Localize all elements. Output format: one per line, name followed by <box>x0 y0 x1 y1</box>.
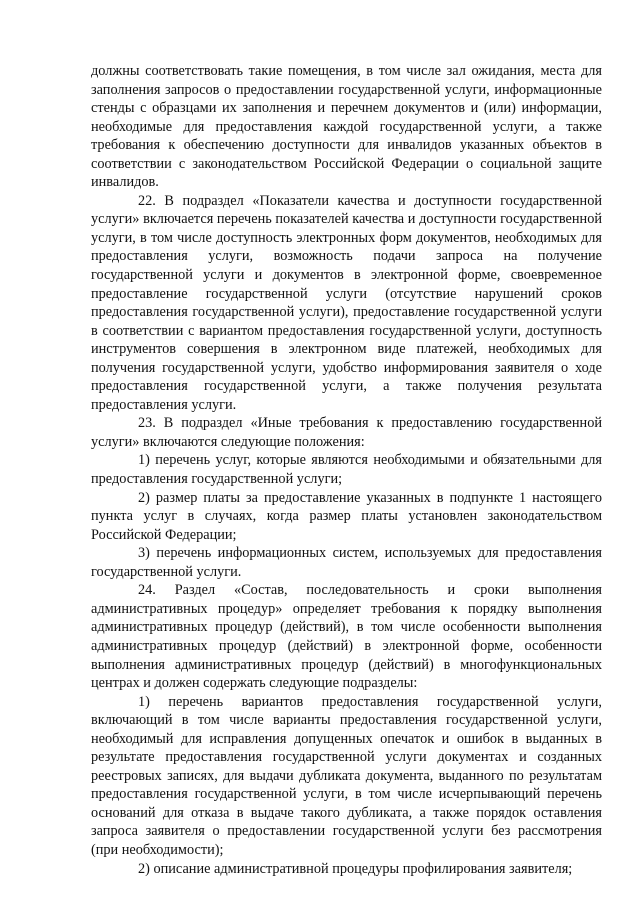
document-body <box>91 62 602 878</box>
paragraph-24-item-1: 1) перечень вариантов предоставления государственной услуги, включающий в том числе варианты предоставления государственной услуги, необходимый для исправления допущенных опечаток и ошибок в выданных в результате предоставления государственной услуги документах и созданных реестровых записях, для выдачи дубликата документа, выданного по результатам предоставления государственной услуги, в том числе исчерпывающий перечень оснований для отказа в выдаче такого дубликата, а также порядок оставления запроса заявителя о предоставлении государственной услуги без рассмотрения (при необходимости); <box>91 693 602 858</box>
paragraph-22: 22. В подраздел «Показатели качества и доступности государственной услуги» включается перечень показателей качества и доступности государственной услуги, в том числе доступность электронных форм документов, необходимых для предоставления услуги, возможность подачи запроса на получение государственной услуги и документов в электронной форме, своевременное предоставление государственной услуги (отсутствие нарушений сроков предоставления государственной услуги), предоставление государственной услуги в соответствии с вариантом предоставления государственной услуги, доступность инструментов совершения в электронном виде платежей, необходимых для получения государственной услуги, удобство информирования заявителя о ходе предоставления государственной услуги, а также получения результата предоставления услуги. <box>91 192 602 413</box>
paragraph-23: 23. В подраздел «Иные требования к предоставлению государственной услуги» включаются следующие положения: <box>91 415 602 450</box>
paragraph-23-item-1: 1) перечень услуг, которые являются необходимыми и обязательными для предоставления государственной услуги; <box>91 452 602 488</box>
paragraph-24-item-2: 2) описание административной процедуры профилирования заявителя; <box>138 860 573 877</box>
paragraph-continuation: должны соответствовать такие помещения, в том числе зал ожидания, места для заполнения запросов о предоставлении государственной услуги, информационные стенды с образцами их заполнения и перечнем документов и (или) информации, необходимые для предоставления каждой государственной услуги, а также требования к обеспечению доступности для инвалидов указанных объектов в соответствии с законодательством Российской Федерации о социальной защите инвалидов. <box>91 63 602 191</box>
paragraph-23-item-2: 2) размер платы за предоставление указанных в подпункте 1 настоящего пункта услуг в случаях, когда размер платы установлен законодательством Российской Федерации; <box>91 489 602 543</box>
paragraph-23-item-3: 3) перечень информационных систем, используемых для предоставления государственной услуги. <box>91 545 602 580</box>
paragraph-24: 24. Раздел «Состав, последовательность и сроки выполнения административных процедур» определяет требования к порядку выполнения административных процедур (действий), в том числе особенности выполнения административных процедур (действий) в электронной форме, особенности выполнения административных процедур (действий) в многофункциональных центрах и должен содержать следующие подразделы: <box>91 582 602 692</box>
